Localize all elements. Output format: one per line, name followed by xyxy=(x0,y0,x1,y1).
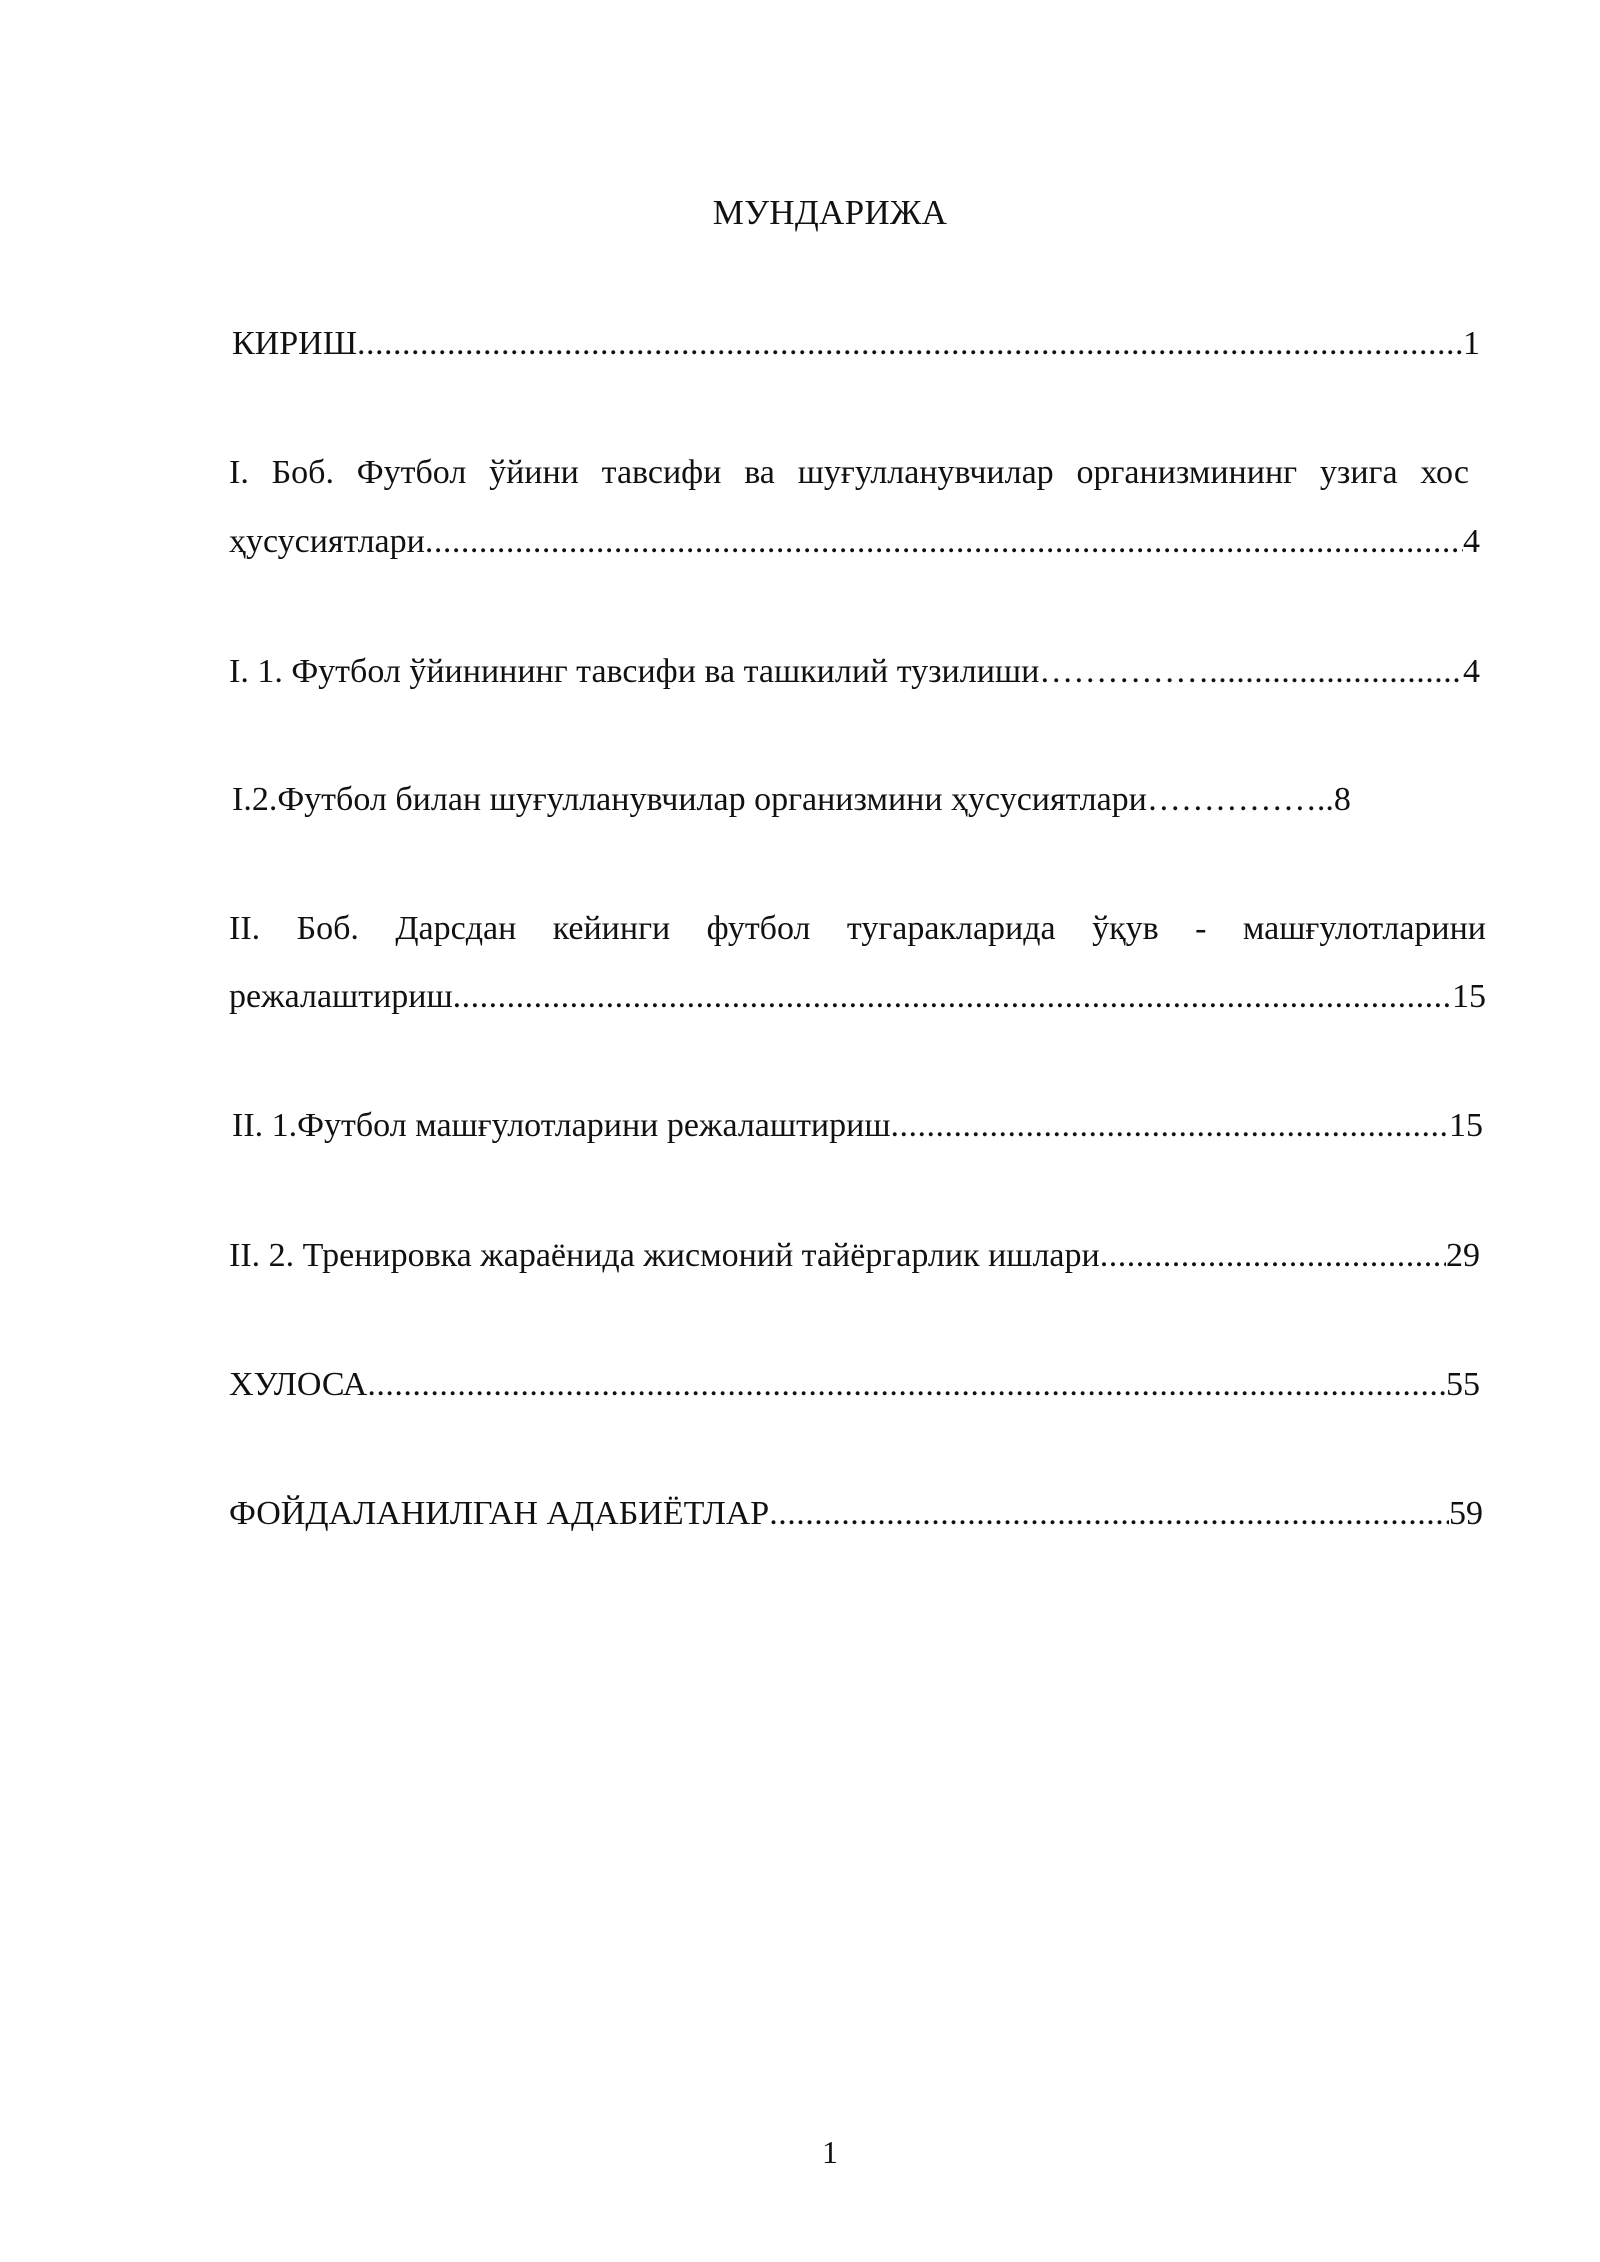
toc-entry-label: I.2.Футбол билан шуғулланувчилар организмини ҳусусиятлари…………….. xyxy=(232,781,1334,818)
toc-entry-page: 59 xyxy=(1449,1495,1483,1532)
toc-entry-page: 8 xyxy=(1333,781,1351,818)
dot-leader xyxy=(1100,1232,1446,1280)
toc-entry-label: КИРИШ xyxy=(232,325,357,362)
toc-entry-page: 4 xyxy=(1463,653,1480,690)
toc-entry-label: ФОЙДАЛАНИЛГАН АДАБИЁТЛАР xyxy=(229,1495,770,1532)
toc-entry-references xyxy=(229,1490,1483,1538)
toc-entry-page: 55 xyxy=(1446,1366,1480,1403)
toc-entry-section-2-1 xyxy=(232,1102,1483,1150)
page-title: МУНДАРИЖА xyxy=(712,193,948,232)
toc-entry-chapter-1-line1: I. Боб. Футбол ўйини тавсифи ва шуғулланувчилар организмининг узига хос xyxy=(229,454,1469,491)
toc-entry-chapter-2 xyxy=(229,973,1486,1021)
toc-entry-section-1-2 xyxy=(232,776,1486,824)
toc-entry-page: 1 xyxy=(1463,325,1480,362)
toc-entry-page: 4 xyxy=(1463,523,1480,560)
toc-entry-chapter-1 xyxy=(229,518,1480,566)
toc-entry-page: 15 xyxy=(1449,1107,1483,1144)
toc-entry-label: II. 1.Футбол машғулотларини режалаштириш xyxy=(232,1107,891,1144)
dot-leader xyxy=(1209,648,1463,696)
page-number: 1 xyxy=(822,2134,838,2170)
dot-leader xyxy=(425,518,1463,566)
dot-leader xyxy=(769,1490,1449,1538)
toc-entry-page: 29 xyxy=(1446,1237,1480,1274)
dot-leader xyxy=(453,973,1452,1021)
dot-leader xyxy=(357,320,1463,368)
toc-entry-conclusion xyxy=(229,1361,1480,1409)
toc-entry-label: II. 2. Тренировка жараёнида жисмоний тайёргарлик ишлари xyxy=(229,1237,1100,1274)
dot-leader xyxy=(891,1102,1449,1150)
toc-entry-label: ХУЛОСА xyxy=(229,1366,368,1403)
toc-entry-label: ҳусусиятлари xyxy=(229,523,425,560)
toc-entry-chapter-2-line1: II. Боб. Дарсдан кейинги футбол тугаракларида ўқув - машғулотларини xyxy=(229,910,1486,947)
toc-entry-intro xyxy=(232,320,1480,368)
toc-entry-label: режалаштириш xyxy=(229,978,453,1015)
toc-entry-label: I. 1. Футбол ўйинининг тавсифи ва ташкилий тузилиши…………… xyxy=(229,653,1210,690)
dot-leader xyxy=(367,1361,1446,1409)
toc-entry-section-2-2 xyxy=(229,1232,1480,1280)
toc-entry-page: 15 xyxy=(1452,978,1486,1015)
toc-entry-section-1-1 xyxy=(229,648,1480,696)
